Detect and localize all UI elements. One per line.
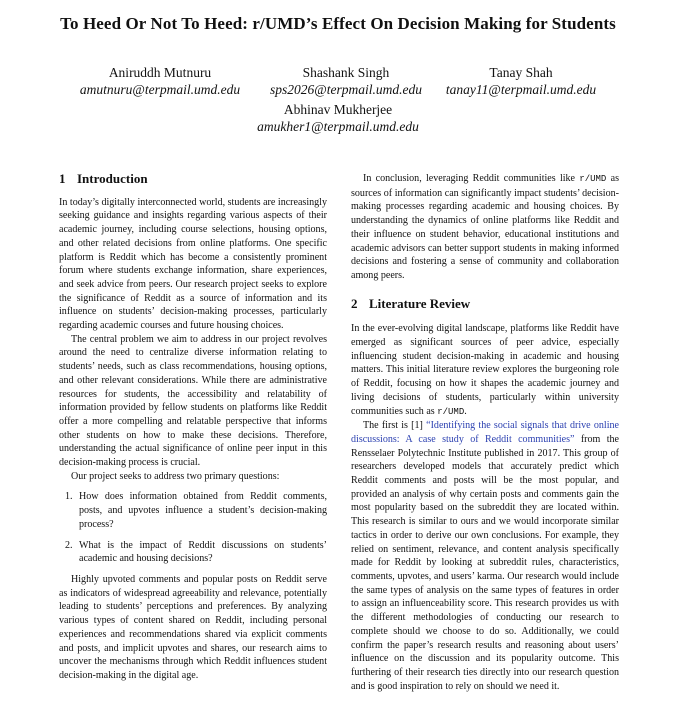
text: The first is [1] xyxy=(363,420,427,432)
list-text: How does information obtained from Reddit comments, posts, and upvotes influence a student’s decision-making process? xyxy=(79,491,327,530)
intro-paragraph-1: In today’s digitally interconnected world, students are increasingly seeking guidance and insights regarding various aspects of their academic journey, including course selections, housing options, and other related decisions from online platforms. One specific platform is Reddit which has become a consistently prominent forum where students exchange information, share experiences, and seek advice from peers. Our research project seeks to explore the significance of Reddit as a source of information and its influence on students’ decision-making processes, particularly regarding academic courses and future housing choices. xyxy=(59,196,327,332)
intro-paragraph-4: Highly upvoted comments and popular posts on Reddit serve as indicators of widespread agreeability and relevance, potentially leading to students’ perceptions and preferences. By analyzing various types of content shared on Reddit, including personal experiences and recommendations shared via explicit comments and posts, and implicit upvotes and shares, our research aims to uncover the mechanisms through which Reddit influences student decision-making in the digital age. xyxy=(59,573,327,681)
author-name: Aniruddh Mutnuru xyxy=(108,65,212,80)
author-email: amukher1@terpmail.umd.edu xyxy=(257,119,419,134)
author-3 xyxy=(401,64,641,98)
list-item xyxy=(59,490,327,531)
text: as sources of information can significantly impact students’ decision-making processes regarding academic and housing choices. By understanding the dynamics of online platforms like Reddit and their influence on student behavior, educational institutions and academic advisors can better support students in making informed decisions and fostering a sense of community and collaboration among peers. xyxy=(351,173,619,281)
lit-paragraph-1 xyxy=(351,322,619,419)
subreddit-code: r/UMD xyxy=(579,174,607,184)
right-column xyxy=(351,172,619,693)
section-number: 1 xyxy=(59,171,66,186)
section-title: Introduction xyxy=(77,171,148,186)
conclusion-paragraph xyxy=(351,172,619,283)
author-name: Shashank Singh xyxy=(302,65,390,80)
citation-link[interactable]: “Identifying the social signals that drive online discussions: A case study of Reddit communities” xyxy=(351,420,619,445)
research-questions-list xyxy=(59,490,327,566)
section-title: Literature Review xyxy=(369,295,471,311)
list-number: 2. xyxy=(65,539,73,551)
author-4 xyxy=(218,101,458,135)
section-heading-literature-review xyxy=(351,297,619,311)
text: In the ever-evolving digital landscape, platforms like Reddit have emerged as significant sources of peer advice, especially influencing student decision-making in academic and housing matters. This initial literature review explores the burgeoning role of Reddit, focusing on how it shapes the academic journey and living decisions of students, particularly within university communities such as xyxy=(351,323,619,417)
author-name: Tanay Shah xyxy=(489,65,553,80)
list-item xyxy=(59,539,327,566)
author-name: Abhinav Mukherjee xyxy=(283,102,393,117)
intro-paragraph-2: The central problem we aim to address in our project revolves around the need to centralize diverse information relating to students’ needs, such as class recommendations, housing options, and other relevant considerations. While there are administrative resources for students, the accessibility and relatability of information provided by fellow students on platforms like Reddit offer a more compelling and relatable perspective that informs other students on how to make these decisions. Therefore, understanding the actual significance of online peer input in this decision-making process is crucial. xyxy=(59,333,327,469)
text: In conclusion, leveraging Reddit communities like xyxy=(363,173,580,184)
subreddit-code: r/UMD xyxy=(437,406,465,417)
text: . xyxy=(464,405,467,417)
list-number: 1. xyxy=(65,491,73,503)
author-email: sps2026@terpmail.umd.edu xyxy=(270,82,422,97)
author-email: amutnuru@terpmail.umd.edu xyxy=(79,82,241,97)
lit-paragraph-2 xyxy=(351,419,619,693)
section-heading-introduction xyxy=(59,172,327,186)
intro-paragraph-3: Our project seeks to address two primary questions: xyxy=(71,470,280,482)
author-email: tanay11@terpmail.umd.edu xyxy=(445,82,597,97)
list-text: What is the impact of Reddit discussions on students’ academic and housing decisions? xyxy=(79,539,327,565)
left-column xyxy=(59,172,327,683)
section-number: 2 xyxy=(351,295,358,311)
paper-title: To Heed Or Not To Heed: r/UMD’s Effect On Decision Making for Students xyxy=(60,14,616,33)
text: from the Rensselaer Polytechnic Institute published in 2017. This group of researchers developed models that accurately predict which Reddit comments and posts will be the most popular, and provided an analysis of why certain posts and comments gain the most popularity based on the subreddit they are located within. This research is similar to ours and we would incorporate similar tactics in order to derive our own conclusions. For example, they relied on sentiment, relevance, and content analysis specifically made for Reddit by looking at subreddit rules, characteristics, comments, upvotes, and users’ karma. Our research would include the same types of analysis on the same types of features in order to assign an influenceability score. This research provides us with the different methodologies of conducting our research to complete should we choose to do so. Additionally, we could confirm the paper’s research results and reasoning about users’ influence on the discussion and its popularity outcome. This furthering of their research ties directly into our research question and is good inspiration to rely on should we need it. xyxy=(351,433,619,692)
